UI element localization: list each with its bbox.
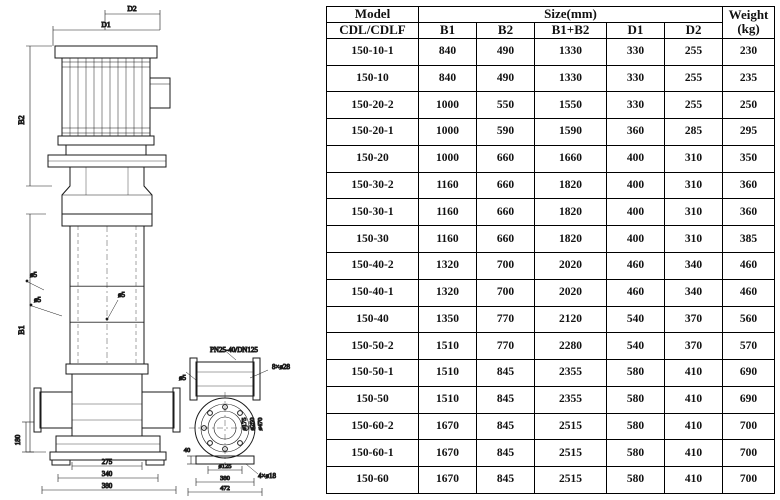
cell-model: 150-50-2 bbox=[327, 333, 419, 360]
cell-weight: 230 bbox=[723, 38, 775, 65]
cell-model: 150-20-2 bbox=[327, 92, 419, 119]
cell-weight: 700 bbox=[723, 413, 775, 440]
cell-d2: 255 bbox=[665, 65, 723, 92]
table-row bbox=[327, 279, 775, 306]
cell-model: 150-10-1 bbox=[327, 38, 419, 65]
cell-b1: 1000 bbox=[419, 92, 477, 119]
cell-b2: 845 bbox=[477, 440, 535, 467]
label-472: 472 bbox=[220, 485, 230, 492]
label-flange-note: PN25-40/DN125 bbox=[210, 346, 258, 354]
cell-d2: 310 bbox=[665, 199, 723, 226]
leader-o5-c bbox=[106, 300, 118, 320]
cell-b1: 1670 bbox=[419, 413, 477, 440]
cell-b1: 840 bbox=[419, 65, 477, 92]
cell-d1: 460 bbox=[607, 253, 665, 280]
label-380: 380 bbox=[101, 482, 113, 490]
cell-b1b2: 2355 bbox=[535, 360, 607, 387]
label-o5-d: ø5 bbox=[179, 374, 186, 382]
cell-b2: 845 bbox=[477, 360, 535, 387]
cell-weight: 235 bbox=[723, 65, 775, 92]
cell-b1b2: 1330 bbox=[535, 65, 607, 92]
cell-d1: 330 bbox=[607, 38, 665, 65]
table-row bbox=[327, 413, 775, 440]
cell-model: 150-30-2 bbox=[327, 172, 419, 199]
label-b2: B2 bbox=[17, 115, 26, 125]
cell-d2: 255 bbox=[665, 38, 723, 65]
cell-b1: 1320 bbox=[419, 279, 477, 306]
table-row bbox=[327, 65, 775, 92]
cell-d1: 400 bbox=[607, 226, 665, 253]
cell-d2: 310 bbox=[665, 145, 723, 172]
cell-d2: 285 bbox=[665, 119, 723, 146]
cell-b1: 1160 bbox=[419, 226, 477, 253]
cell-model: 150-40-2 bbox=[327, 253, 419, 280]
cell-weight: 360 bbox=[723, 172, 775, 199]
cell-d1: 330 bbox=[607, 65, 665, 92]
cell-b1: 1670 bbox=[419, 467, 477, 494]
pump-chamber-stack bbox=[62, 214, 152, 364]
cell-b1b2: 1660 bbox=[535, 145, 607, 172]
cell-d1: 540 bbox=[607, 306, 665, 333]
cell-d1: 580 bbox=[607, 360, 665, 387]
cell-d2: 310 bbox=[665, 172, 723, 199]
cell-b1b2: 1330 bbox=[535, 38, 607, 65]
cell-d2: 370 bbox=[665, 333, 723, 360]
table-row bbox=[327, 360, 775, 387]
cell-d2: 370 bbox=[665, 306, 723, 333]
cell-b2: 660 bbox=[477, 199, 535, 226]
cell-weight: 385 bbox=[723, 226, 775, 253]
cell-d1: 400 bbox=[607, 145, 665, 172]
cell-weight: 700 bbox=[723, 440, 775, 467]
cell-d2: 340 bbox=[665, 253, 723, 280]
cell-b2: 845 bbox=[477, 413, 535, 440]
cell-b2: 550 bbox=[477, 92, 535, 119]
header-b1: B1 bbox=[419, 22, 477, 38]
cell-d2: 410 bbox=[665, 467, 723, 494]
header-weight bbox=[723, 7, 775, 39]
table-header-row-top bbox=[327, 7, 775, 23]
cell-b1: 1320 bbox=[419, 253, 477, 280]
table-row bbox=[327, 467, 775, 494]
label-o470: ø470 bbox=[257, 417, 264, 431]
cell-model: 150-20-1 bbox=[327, 119, 419, 146]
cell-model: 150-10 bbox=[327, 65, 419, 92]
cell-d1: 580 bbox=[607, 467, 665, 494]
cell-d1: 460 bbox=[607, 279, 665, 306]
cell-model: 150-60-1 bbox=[327, 440, 419, 467]
label-180: 180 bbox=[14, 434, 22, 446]
cell-model: 150-30 bbox=[327, 226, 419, 253]
cell-d1: 540 bbox=[607, 333, 665, 360]
lantern-adapter bbox=[48, 155, 166, 214]
flange-detail-view bbox=[189, 358, 261, 464]
table-body bbox=[327, 38, 775, 493]
cell-b2: 845 bbox=[477, 467, 535, 494]
cell-d2: 340 bbox=[665, 279, 723, 306]
pump-technical-drawing bbox=[0, 0, 320, 500]
cell-b1b2: 1590 bbox=[535, 119, 607, 146]
label-380b: 380 bbox=[220, 475, 230, 482]
cell-d1: 580 bbox=[607, 413, 665, 440]
cell-d1: 330 bbox=[607, 92, 665, 119]
cell-b1: 1510 bbox=[419, 386, 477, 413]
leader-o5-a bbox=[26, 280, 44, 290]
table-row bbox=[327, 253, 775, 280]
label-o175: ø175 bbox=[241, 417, 248, 431]
table-row bbox=[327, 333, 775, 360]
table-row bbox=[327, 199, 775, 226]
label-d1: D1 bbox=[101, 20, 111, 29]
table-row bbox=[327, 386, 775, 413]
cell-model: 150-50 bbox=[327, 386, 419, 413]
label-275: 275 bbox=[101, 458, 113, 466]
table-header-row-sub bbox=[327, 22, 775, 38]
cell-d2: 410 bbox=[665, 360, 723, 387]
cell-b1b2: 2280 bbox=[535, 333, 607, 360]
cell-b2: 700 bbox=[477, 279, 535, 306]
label-o125: ø125 bbox=[218, 463, 232, 470]
cell-d2: 255 bbox=[665, 92, 723, 119]
cell-b1b2: 2020 bbox=[535, 279, 607, 306]
cell-b2: 490 bbox=[477, 38, 535, 65]
cell-b2: 660 bbox=[477, 145, 535, 172]
cell-d1: 400 bbox=[607, 172, 665, 199]
cell-weight: 460 bbox=[723, 279, 775, 306]
table-row bbox=[327, 226, 775, 253]
label-b1: B1 bbox=[17, 325, 26, 335]
cell-b2: 660 bbox=[477, 172, 535, 199]
cell-model: 150-50-1 bbox=[327, 360, 419, 387]
cell-b1: 1670 bbox=[419, 440, 477, 467]
cell-b1: 840 bbox=[419, 38, 477, 65]
table-row bbox=[327, 145, 775, 172]
table-row bbox=[327, 306, 775, 333]
cell-d1: 360 bbox=[607, 119, 665, 146]
cell-b1b2: 1820 bbox=[535, 199, 607, 226]
header-b1-plus-b2: B1+B2 bbox=[535, 22, 607, 38]
cell-b1b2: 2020 bbox=[535, 253, 607, 280]
header-model-sub: CDL/CDLF bbox=[327, 22, 419, 38]
cell-model: 150-40-1 bbox=[327, 279, 419, 306]
label-o5-a: ø5 bbox=[30, 271, 37, 279]
cell-d2: 310 bbox=[665, 226, 723, 253]
cell-b2: 700 bbox=[477, 253, 535, 280]
cell-d1: 580 bbox=[607, 440, 665, 467]
cell-b1b2: 1550 bbox=[535, 92, 607, 119]
dim-180 bbox=[22, 422, 34, 452]
header-size: Size(mm) bbox=[419, 7, 723, 23]
dim-40-group bbox=[187, 456, 196, 464]
cell-model: 150-60-2 bbox=[327, 413, 419, 440]
motor-assembly bbox=[55, 46, 170, 155]
label-340: 340 bbox=[101, 470, 113, 478]
specifications-table-wrapper bbox=[326, 6, 774, 494]
label-o5-b: ø5 bbox=[34, 296, 41, 304]
cell-d2: 410 bbox=[665, 386, 723, 413]
cell-b2: 770 bbox=[477, 333, 535, 360]
header-model: Model bbox=[327, 7, 419, 23]
cell-b1b2: 2120 bbox=[535, 306, 607, 333]
label-o5-c: ø5 bbox=[118, 291, 125, 299]
cell-b2: 660 bbox=[477, 226, 535, 253]
cell-b1b2: 2515 bbox=[535, 440, 607, 467]
cell-d1: 580 bbox=[607, 386, 665, 413]
cell-b1: 1160 bbox=[419, 172, 477, 199]
header-weight-line2: (kg) bbox=[737, 21, 760, 37]
table-row bbox=[327, 172, 775, 199]
b1-dimension bbox=[26, 214, 46, 452]
cell-d1: 400 bbox=[607, 199, 665, 226]
table-head bbox=[327, 7, 775, 39]
cell-weight: 570 bbox=[723, 333, 775, 360]
cell-d2: 410 bbox=[665, 440, 723, 467]
cell-b1b2: 2515 bbox=[535, 413, 607, 440]
cell-b2: 845 bbox=[477, 386, 535, 413]
cell-weight: 690 bbox=[723, 360, 775, 387]
drawing-canvas bbox=[0, 0, 320, 500]
cell-b2: 770 bbox=[477, 306, 535, 333]
cell-d2: 410 bbox=[665, 413, 723, 440]
cell-b1b2: 1820 bbox=[535, 172, 607, 199]
table-row bbox=[327, 119, 775, 146]
label-4xo18: 4×ø18 bbox=[258, 472, 276, 480]
cell-b1: 1510 bbox=[419, 333, 477, 360]
table-row bbox=[327, 92, 775, 119]
cell-b2: 590 bbox=[477, 119, 535, 146]
header-d2: D2 bbox=[665, 22, 723, 38]
leader-o5-b bbox=[30, 304, 62, 316]
cell-model: 150-60 bbox=[327, 467, 419, 494]
cell-weight: 360 bbox=[723, 199, 775, 226]
cell-weight: 690 bbox=[723, 386, 775, 413]
label-40: 40 bbox=[183, 447, 191, 454]
cell-b1: 1000 bbox=[419, 119, 477, 146]
cell-b1: 1510 bbox=[419, 360, 477, 387]
table-row bbox=[327, 38, 775, 65]
cell-b1: 1000 bbox=[419, 145, 477, 172]
label-8xo28: 8×ø28 bbox=[272, 363, 290, 371]
cell-weight: 295 bbox=[723, 119, 775, 146]
cell-weight: 350 bbox=[723, 145, 775, 172]
cell-weight: 560 bbox=[723, 306, 775, 333]
cell-model: 150-20 bbox=[327, 145, 419, 172]
cell-b2: 490 bbox=[477, 65, 535, 92]
pump-body-flanges bbox=[34, 364, 180, 465]
header-b2: B2 bbox=[477, 22, 535, 38]
cell-model: 150-40 bbox=[327, 306, 419, 333]
cell-b1: 1350 bbox=[419, 306, 477, 333]
cell-weight: 700 bbox=[723, 467, 775, 494]
label-o250: ø250 bbox=[249, 417, 256, 431]
table-row bbox=[327, 440, 775, 467]
cell-b1b2: 2355 bbox=[535, 386, 607, 413]
cell-weight: 460 bbox=[723, 253, 775, 280]
label-d2: D2 bbox=[127, 4, 137, 13]
cell-model: 150-30-1 bbox=[327, 199, 419, 226]
cell-weight: 250 bbox=[723, 92, 775, 119]
header-d1: D1 bbox=[607, 22, 665, 38]
specifications-table bbox=[326, 6, 775, 494]
header-weight-line1: Weight bbox=[728, 6, 769, 22]
cell-b1b2: 1820 bbox=[535, 226, 607, 253]
cell-b1: 1160 bbox=[419, 199, 477, 226]
cell-b1b2: 2515 bbox=[535, 467, 607, 494]
